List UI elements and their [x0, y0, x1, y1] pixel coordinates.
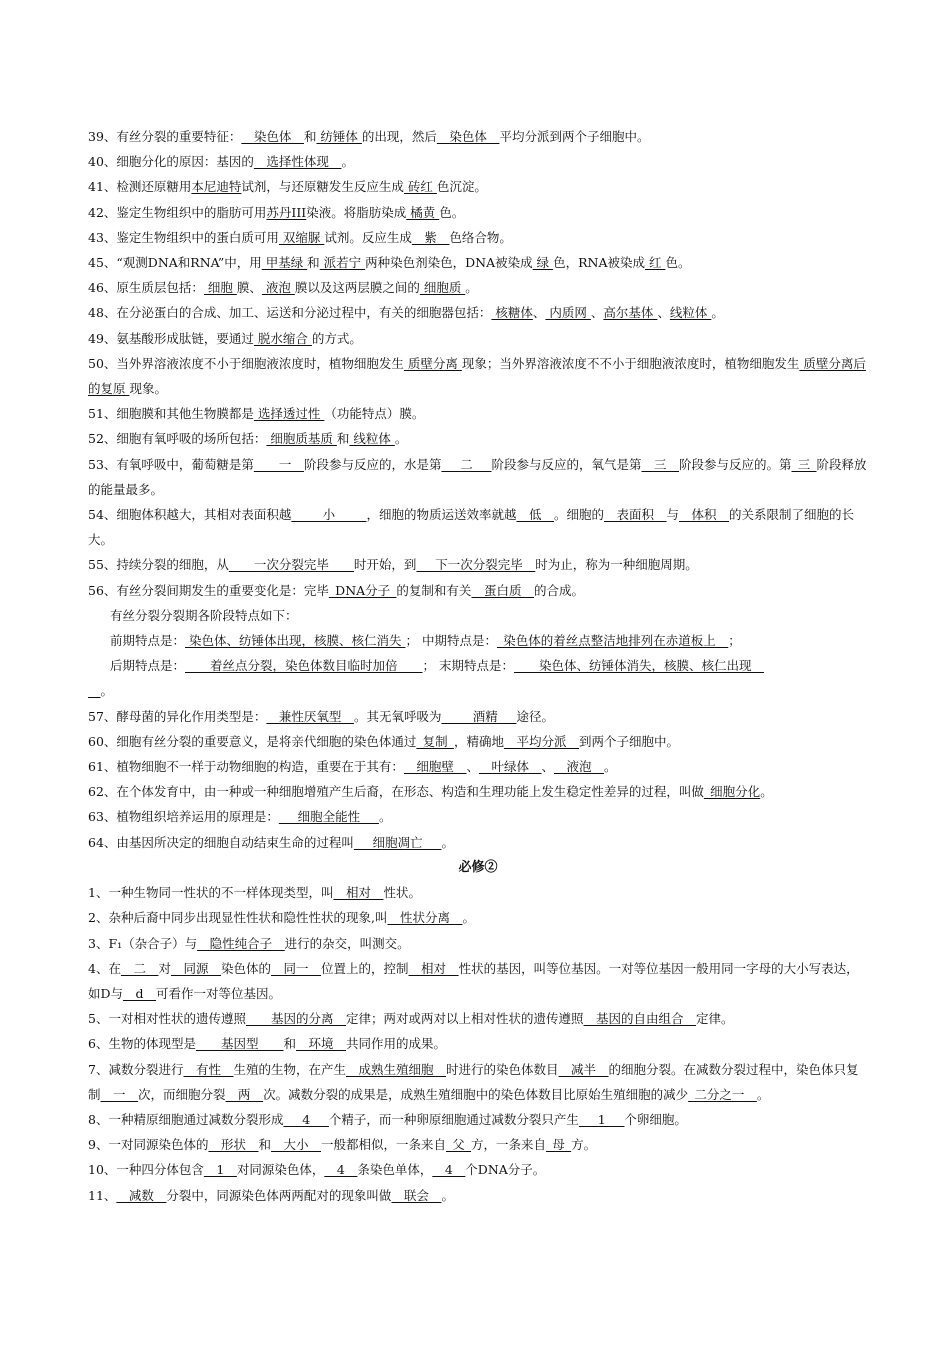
question-text: 个精子，而一种卵原细胞通过减数分裂只产生: [328, 1111, 579, 1127]
question-text: 60、细胞有丝分裂的重要意义，是将亲代细胞的染色体通过: [88, 733, 417, 749]
fill-in-answer: 绿: [532, 255, 554, 271]
fill-in-answer: __减数__: [116, 1187, 167, 1203]
fill-in-answer: 细胞质: [419, 280, 466, 296]
question-text: 位置上的，控制: [321, 960, 409, 976]
question-text: 。: [441, 1187, 454, 1203]
question-text: 次。减数分裂的成果是，成熟生殖细胞中的染色体数目比原始生殖细胞的减少: [263, 1086, 689, 1102]
question-text: 与: [666, 507, 680, 523]
text-line: [88, 830, 868, 855]
text-line: [88, 880, 868, 905]
fill-in-answer: __d__: [123, 985, 157, 1001]
question-text: 。细胞的: [553, 507, 604, 523]
fill-in-answer: __成熟生殖细胞__: [346, 1061, 447, 1077]
fill-in-answer: ____一次分裂完毕____: [228, 557, 354, 573]
question-text: 色。: [665, 255, 691, 271]
question-text: 10、一种四分体包含: [88, 1162, 204, 1178]
fill-in-answer: _染色体的着丝点整洁地排列在赤道板上__: [496, 633, 729, 649]
fill-in-answer: _复制_: [416, 733, 454, 749]
text-line: [88, 729, 868, 754]
question-text: 前期特点是：: [110, 633, 186, 649]
fill-in-answer: _二分之一__: [688, 1086, 757, 1102]
question-text: 染色体的: [221, 960, 272, 976]
fill-in-answer: 选择透过性: [253, 406, 325, 422]
text-line: [88, 149, 868, 174]
text-line: [88, 1107, 868, 1132]
fill-in-answer: __同一__: [271, 960, 322, 976]
question-text: 6、生物的体现型是: [88, 1036, 196, 1052]
question-text: 52、细胞有氧呼吸的场所包括：: [88, 431, 267, 447]
question-text: 。: [756, 1086, 770, 1102]
fill-in-answer: ____染色体、纺锤体消失，核膜、核仁出现__: [514, 658, 765, 674]
question-text: 、: [532, 305, 546, 321]
text-line: [88, 225, 868, 250]
text-line: [88, 426, 868, 451]
fill-in-answer: 质壁分离: [403, 355, 462, 371]
question-text: 、: [590, 305, 604, 321]
text-line: [88, 678, 868, 703]
fill-in-answer: __表面积__: [603, 507, 667, 523]
question-text: 后期特点是：: [110, 658, 186, 674]
fill-in-answer: ____基因的分离__: [245, 1011, 346, 1027]
text-line: [88, 1132, 868, 1157]
fill-in-answer: 双缩脲: [278, 229, 325, 245]
question-text: 5、一对相对性状的遗传遵照: [88, 1011, 246, 1027]
question-text: 42、鉴定生物组织中的脂肪可用: [88, 204, 267, 220]
question-text: 11、: [88, 1187, 117, 1203]
fill-in-answer: ___细胞全能性___: [278, 809, 379, 825]
text-line: [88, 603, 868, 628]
fill-in-answer: __细胞壁__: [403, 759, 467, 775]
text-line: [88, 174, 868, 199]
fill-in-answer: __二__: [120, 960, 159, 976]
text-line: [88, 578, 868, 603]
fill-in-answer: 细胞质基质: [266, 431, 337, 447]
fill-in-answer: __紫__: [411, 229, 450, 245]
fill-in-answer: __4__: [324, 1162, 358, 1178]
fill-in-answer: _细胞分化: [703, 784, 761, 800]
fill-in-answer: __低__: [516, 507, 554, 523]
fill-in-answer: 细胞: [203, 280, 237, 296]
fill-in-answer: __相对__: [408, 960, 459, 976]
question-text: 的出现，然后: [361, 129, 437, 144]
question-text: 7、减数分裂进行: [88, 1061, 184, 1077]
fill-in-answer: 染色体、纺锤体出现，核膜、核仁消失: [185, 633, 406, 649]
fill-in-answer: 橘黄: [406, 204, 440, 220]
question-text: 、: [466, 759, 479, 775]
text-line: [88, 1031, 868, 1056]
question-text: 61、植物细胞不一样于动物细胞的构造，重要在于其有：: [88, 759, 404, 775]
fill-in-answer: ____着丝点分裂，染色体数目临时加倍____: [185, 658, 423, 674]
question-text: 45、“观测DNA和RNA”中，用: [88, 255, 262, 271]
question-text: 阶段参与反应的，水是第: [303, 456, 442, 472]
question-text: 必修②: [458, 859, 498, 875]
question-text: 膜、: [236, 280, 262, 296]
question-text: 色络合物。: [449, 229, 512, 245]
text-line: [88, 200, 868, 225]
fill-in-answer: _三_: [791, 456, 817, 472]
question-text: 两种染色剂染色，DNA被染成: [365, 255, 533, 271]
text-line: [88, 704, 868, 729]
fill-in-answer: __一__: [100, 1086, 139, 1102]
question-text: 色沉淀。: [436, 179, 487, 195]
text-line: [88, 452, 868, 502]
question-text: 2、杂种后裔中同步出现显性性状和隐性性状的现象,叫: [88, 910, 388, 926]
fill-in-answer: __4__: [432, 1162, 466, 1178]
fill-in-answer: 核糖体: [491, 305, 533, 321]
fill-in-answer: __叶绿体__: [478, 759, 542, 775]
question-text: 可看作一对等位基因。: [156, 985, 282, 1001]
fill-in-answer: __有性__: [183, 1061, 234, 1077]
question-text: 方。: [571, 1137, 597, 1153]
fill-in-answer: ____一__: [253, 456, 304, 472]
fill-in-answer: ___下一次分裂完毕__: [416, 557, 536, 573]
question-text: 次，而细胞分裂: [138, 1086, 226, 1102]
question-text: 。: [604, 759, 617, 775]
question-text: 现象。: [129, 381, 167, 397]
question-text: 的合成。: [533, 582, 584, 598]
fill-in-answer: __染色体__: [436, 129, 500, 144]
fill-in-answer: __大小__: [271, 1137, 322, 1153]
question-text: 时进行的染色体数目: [446, 1061, 559, 1077]
question-text: 方，一条来自: [471, 1137, 547, 1153]
question-text: 进行的杂交，叫测交。: [284, 935, 410, 951]
question-text: 阶段参与反应的，氧气是第: [491, 456, 642, 472]
question-text: 途径。: [516, 708, 554, 724]
fill-in-answer: 质壁分离后的复原: [88, 355, 866, 397]
question-text: 51、细胞膜和其他生物膜都是: [88, 406, 254, 422]
fill-in-answer: __染色体__: [241, 129, 304, 144]
text-line: [88, 401, 868, 426]
question-text: 64、由基因所决定的细胞自动结束生命的过程叫: [88, 834, 354, 850]
fill-in-answer: _父_: [446, 1137, 472, 1153]
question-text: ； 末期特点是：: [422, 658, 515, 674]
fill-in-answer: 红: [644, 255, 666, 271]
text-line: [88, 779, 868, 804]
fill-in-answer: __减半__: [558, 1061, 609, 1077]
fill-in-answer: 脱水缩合: [253, 330, 312, 346]
section-heading: [88, 855, 868, 880]
question-text: 53、有氧呼吸中，葡萄糖是第: [88, 456, 254, 472]
question-text: 40、细胞分化的原因：基因的: [88, 154, 254, 170]
question-text: 62、在个体发育中，由一种或一种细胞增殖产生后裔，在形态、构造和生理功能上发生稳定性差异的过程，叫做: [88, 784, 704, 800]
text-line: [88, 754, 868, 779]
fill-in-answer: _母_: [546, 1137, 572, 1153]
question-text: 的方式。: [311, 330, 362, 346]
fill-in-answer: __隐性纯合子__: [197, 935, 285, 951]
text-line: [88, 124, 868, 149]
fill-in-answer: 本尼迪特: [191, 179, 242, 195]
text-line: [88, 300, 868, 325]
question-text: 。其无氧呼吸为: [353, 708, 442, 724]
question-text: 和: [283, 1036, 296, 1052]
fill-in-answer: ___细胞凋亡___: [353, 834, 442, 850]
question-text: ；: [728, 633, 741, 649]
question-text: 1、一种生物同一性状的不一样体现类型，叫: [88, 885, 334, 901]
fill-in-answer: ____基因型____: [195, 1036, 284, 1052]
question-text: 性状的基因，叫等位基因。一对等位基因一般用同一字母的大小写表达，如D与: [88, 960, 859, 1001]
question-text: ，精确地: [453, 733, 504, 749]
fill-in-answer: ___1___: [578, 1111, 625, 1127]
question-text: 3、F₁（杂合子）与: [88, 935, 198, 951]
fill-in-answer: 线粒体: [669, 305, 712, 321]
question-text: 46、原生质层包括：: [88, 280, 204, 296]
fill-in-answer: 内质网: [545, 305, 591, 321]
question-text: 56、有丝分裂间期发生的重要变化是：完毕: [88, 582, 329, 598]
fill-in-answer: ___4___: [283, 1111, 329, 1127]
fill-in-answer: _____酒精___: [441, 708, 517, 724]
question-text: 48、在分泌蛋白的合成、加工、运送和分泌过程中，有关的细胞器包括：: [88, 305, 492, 321]
fill-in-answer: __同源__: [170, 960, 221, 976]
fill-in-answer: _DNA分子_: [328, 582, 397, 598]
document-body: [88, 124, 868, 1208]
text-line: [88, 1006, 868, 1031]
question-text: 。: [441, 834, 454, 850]
question-text: 定律。: [696, 1011, 734, 1027]
fill-in-answer: 砖红: [403, 179, 437, 195]
question-text: 色。: [439, 204, 465, 220]
question-text: 41、检测还原糖用: [88, 179, 192, 195]
fill-in-answer: 派若宁: [319, 255, 366, 271]
question-text: 性状。: [383, 885, 421, 901]
question-text: 54、细胞体积越大，其相对表面积越: [88, 507, 292, 523]
fill-in-answer: 甲基绿: [261, 255, 308, 271]
question-text: 57、酵母菌的异化作用类型是：: [88, 708, 267, 724]
question-text: 染液。将脂肪染成: [306, 204, 407, 220]
question-text: 有丝分裂分裂期各阶段特点如下：: [110, 607, 298, 623]
question-text: 。: [100, 683, 114, 699]
question-text: 时开始，到: [353, 557, 417, 573]
text-line: [88, 804, 868, 829]
text-line: [88, 552, 868, 577]
question-text: 对同源染色体，: [236, 1162, 325, 1178]
question-text: 。: [378, 809, 392, 825]
question-text: 43、鉴定生物组织中的蛋白质可用: [88, 229, 279, 245]
text-line: [88, 502, 868, 552]
question-text: 、: [657, 305, 670, 321]
question-text: 8、一种精原细胞通过减数分裂形成: [88, 1111, 284, 1127]
question-text: 生殖的生物，在产生: [233, 1061, 346, 1077]
fill-in-answer: ___二___: [441, 456, 492, 472]
question-text: ； 中期特点是：: [405, 633, 497, 649]
question-text: 9、一对同源染色体的: [88, 1137, 209, 1153]
fill-in-answer: __: [88, 683, 101, 699]
question-text: 定律；两对或两对以上相对性状的遗传遵照: [345, 1011, 584, 1027]
fill-in-answer: __三__: [641, 456, 679, 472]
question-text: 39、有丝分裂的重要特征：: [88, 129, 242, 144]
fill-in-answer: __联会__: [391, 1187, 442, 1203]
text-line: [88, 351, 868, 401]
question-text: 的细胞分裂。在减数分裂过程中，染色体只复制: [88, 1061, 859, 1102]
question-text: 个卵细胞。: [624, 1111, 687, 1127]
fill-in-answer: __体积__: [679, 507, 730, 523]
question-text: 膜以及这两层膜之间的: [294, 280, 420, 296]
question-text: 55、持续分裂的细胞，从: [88, 557, 229, 573]
text-line: [88, 905, 868, 930]
fill-in-answer: 纺锤体: [316, 129, 362, 144]
question-text: 。: [711, 305, 724, 321]
question-text: 。: [394, 431, 408, 447]
question-text: 。: [462, 910, 475, 926]
fill-in-answer: __平均分派__: [503, 733, 579, 749]
text-line: [88, 275, 868, 300]
question-text: 的复制和有关: [396, 582, 472, 598]
question-text: （功能特点）膜。: [324, 406, 425, 422]
fill-in-answer: __兼性厌氧型__: [266, 708, 354, 724]
fill-in-answer: __相对__: [333, 885, 384, 901]
fill-in-answer: __基因的自由组合__: [583, 1011, 697, 1027]
question-text: 色，RNA被染成: [553, 255, 645, 271]
fill-in-answer: 线粒体: [349, 431, 395, 447]
question-text: 49、氨基酸形成肽链，要通过: [88, 330, 254, 346]
text-line: [88, 956, 868, 1006]
fill-in-answer: __形状__: [208, 1137, 259, 1153]
question-text: 阶段参与反应的。第: [679, 456, 792, 472]
question-text: 时为止，称为一种细胞周期。: [535, 557, 698, 573]
question-text: 一般都相似，一条来自: [321, 1137, 447, 1153]
fill-in-answer: __选择性体现__: [253, 154, 342, 170]
question-text: 分裂中，同源染色体两两配对的现象叫做: [166, 1187, 392, 1203]
question-text: 和: [258, 1137, 271, 1153]
fill-in-answer: __蛋白质__: [471, 582, 534, 598]
fill-in-answer: 苏丹III: [266, 204, 307, 220]
fill-in-answer: __环境__: [296, 1036, 347, 1052]
question-text: 。: [760, 784, 773, 800]
question-text: 4、在: [88, 960, 121, 976]
question-text: 、: [541, 759, 554, 775]
question-text: ，细胞的物质运送效率就越: [366, 507, 517, 523]
text-line: [88, 1157, 868, 1182]
question-text: 63、植物组织培养运用的原理是：: [88, 809, 279, 825]
question-text: 50、当外界溶液浓度不小于细胞液浓度时，植物细胞发生: [88, 355, 404, 371]
fill-in-answer: __两__: [225, 1086, 264, 1102]
text-line: [88, 653, 868, 678]
question-text: 阶段释放的能量最多。: [88, 456, 867, 497]
question-text: 个DNA分子。: [465, 1162, 546, 1178]
fill-in-answer: __液泡__: [553, 759, 604, 775]
question-text: 和: [303, 129, 317, 144]
fill-in-answer: __性状分离__: [387, 910, 463, 926]
question-text: 。: [465, 280, 478, 296]
question-text: 试剂。反应生成: [324, 229, 412, 245]
text-line: [88, 931, 868, 956]
question-text: 的关系限制了细胞的长大。: [88, 507, 855, 548]
question-text: 到两个子细胞中。: [578, 733, 679, 749]
fill-in-answer: _____小_____: [291, 507, 367, 523]
question-text: 平均分派到两个子细胞中。: [499, 129, 650, 144]
text-line: [88, 326, 868, 351]
text-line: [88, 250, 868, 275]
question-text: 条染色单体，: [357, 1162, 433, 1178]
text-line: [88, 1183, 868, 1208]
question-text: 现象；当外界溶液浓度不不小于细胞液浓度时，植物细胞发生: [461, 355, 800, 371]
question-text: 共同作用的成果。: [346, 1036, 447, 1052]
fill-in-answer: 高尔基体: [603, 305, 658, 321]
fill-in-answer: 液泡: [261, 280, 295, 296]
text-line: [88, 1057, 868, 1107]
question-text: 和: [336, 431, 350, 447]
text-line: [88, 628, 868, 653]
question-text: 对: [158, 960, 171, 976]
question-text: 。: [341, 154, 354, 170]
question-text: 试剂，与还原糖发生反应生成: [241, 179, 404, 195]
question-text: 和: [307, 255, 320, 271]
fill-in-answer: __1__: [203, 1162, 237, 1178]
